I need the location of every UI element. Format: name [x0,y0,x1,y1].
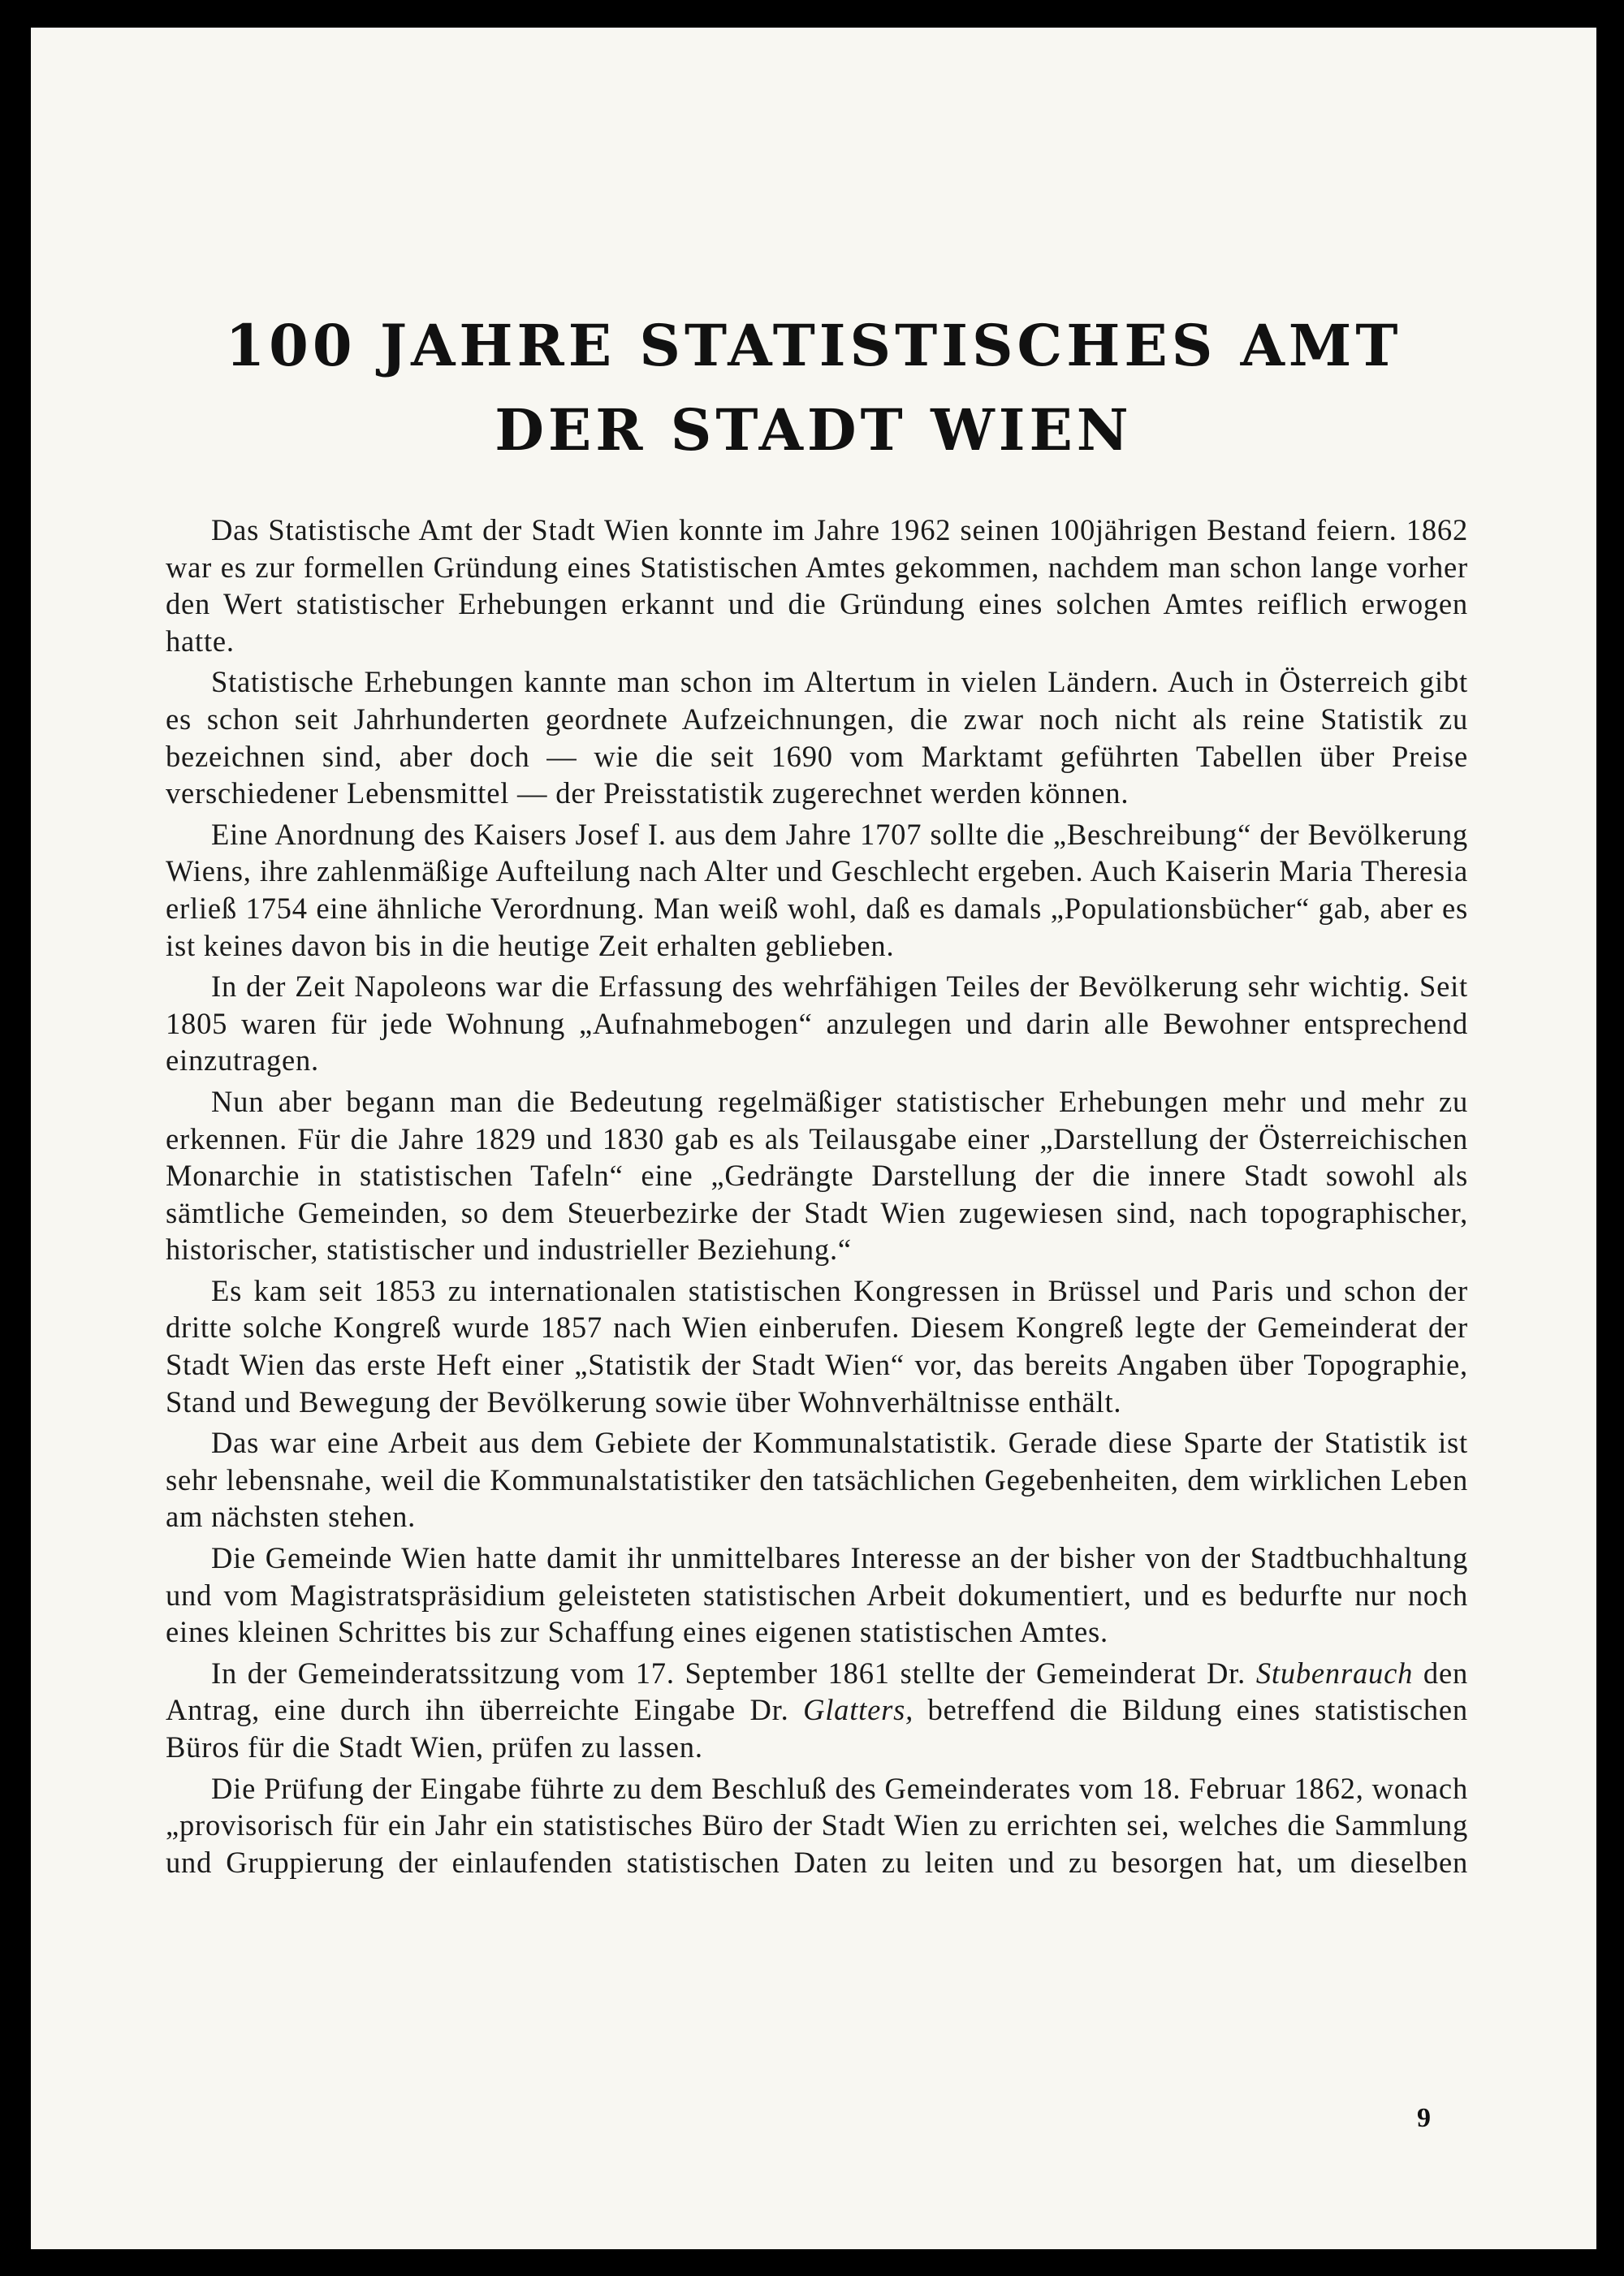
title-line-1: 100 JAHRE STATISTISCHES AMT [225,312,1402,379]
title-line-2: DER STADT WIEN [495,396,1133,464]
paragraph-6: Es kam seit 1853 zu internationalen statistischen Kongressen in Brüssel und Paris und schon der dritte solche Kongreß wurde 1857 nach Wien einberufen. Diesem Kongreß legte der Gemeinderat der Stadt Wien das erste Heft einer „Statistik der Stadt Wien“ vor, das bereits Angaben über Topographie, Stand und Bewegung der Bevölkerung sowie über Wohnverhältnisse enthält. [166,1273,1468,1419]
paragraph-8: Die Gemeinde Wien hatte damit ihr unmittelbares Interesse an der bisher von der Stadtbuchhaltung und vom Magistratspräsidium geleisteten statistischen Arbeit dokumentiert, und es bedurfte nur noch eines kleinen Schrittes bis zur Schaffung eines eigenen statistischen Amtes. [166,1541,1468,1649]
person-name-stubenrauch: Stubenrauch [1255,1656,1414,1690]
paragraph-4: In der Zeit Napoleons war die Erfassung des wehrfähigen Teiles der Bevölkerung sehr wichtig. Seit 1805 waren für jede Wohnung „Aufnahmebogen“ anzulegen und darin alle Bewohner entsprechend einzutragen. [166,970,1468,1078]
document-page [31,28,1596,2249]
paragraph-9-part-a: In der Gemeinderatssitzung vom 17. September 1861 stellte der Gemeinderat Dr. [211,1656,1256,1690]
page-title [31,304,1596,473]
paragraph-9 [166,1655,1468,1766]
article-body [166,512,1468,1885]
paragraph-10: Die Prüfung der Eingabe führte zu dem Beschluß des Gemeinderates vom 18. Februar 1862, wonach „provisorisch für ein Jahr ein statistisches Büro der Stadt Wien zu errichten sei, welches die Sammlung und Gruppierung der einlaufenden statistischen Daten zu leiten und zu besorgen hat, um dieselben [166,1771,1468,1879]
paragraph-1: Das Statistische Amt der Stadt Wien konnte im Jahre 1962 seinen 100jährigen Bestand feiern. 1862 war es zur formellen Gründung eines Statistischen Amtes gekommen, nachdem man schon lange vorher den Wert statistischer Erhebungen erkannt und die Gründung eines solchen Amtes reiflich erwogen hatte. [166,513,1468,658]
person-name-glatters: Glatters, [803,1693,914,1727]
paragraph-9-part-b: den Antrag, eine durch ihn überreichte Eingabe Dr. [166,1656,1469,1727]
paragraph-3: Eine Anordnung des Kaisers Josef I. aus dem Jahre 1707 sollte die „Beschreibung“ der Bevölkerung Wiens, ihre zahlenmäßige Aufteilung nach Alter und Geschlecht ergeben. Auch Kaiserin Maria Theresia erließ 1754 eine ähnliche Verordnung. Man weiß wohl, daß es damals „Populationsbücher“ gab, aber es ist keines davon bis in die heutige Zeit erhalten geblieben. [166,817,1468,962]
paragraph-2: Statistische Erhebungen kannte man schon im Altertum in vielen Ländern. Auch in Österreich gibt es schon seit Jahrhunderten geordnete Aufzeichnungen, die zwar noch nicht als reine Statistik zu bezeichnen sind, aber doch — wie die seit 1690 vom Marktamt geführten Tabellen über Preise verschiedener Lebensmittel — der Preisstatistik zugerechnet werden können. [166,665,1468,810]
page-number: 9 [1417,2103,1431,2133]
paragraph-5: Nun aber begann man die Bedeutung regelmäßiger statistischer Erhebungen mehr und mehr zu erkennen. Für die Jahre 1829 und 1830 gab es als Teilausgabe einer „Darstellung der Österreichischen Monarchie in statistischen Tafeln“ eine „Gedrängte Darstellung der die innere Stadt sowohl als sämtliche Gemeinden, so dem Steuerbezirke der Stadt Wien zugewiesen sind, nach topographischer, historischer, statistischer und industrieller Beziehung.“ [166,1084,1468,1267]
paragraph-9-part-c: betreffend die Bildung eines statistischen Büros für die Stadt Wien, prüfen zu lassen. [166,1693,1468,1764]
paragraph-7: Das war eine Arbeit aus dem Gebiete der Kommunalstatistik. Gerade diese Sparte der Statistik ist sehr lebensnahe, weil die Kommunalstatistiker den tatsächlichen Gegebenheiten, dem wirklichen Leben am nächsten stehen. [166,1426,1468,1534]
